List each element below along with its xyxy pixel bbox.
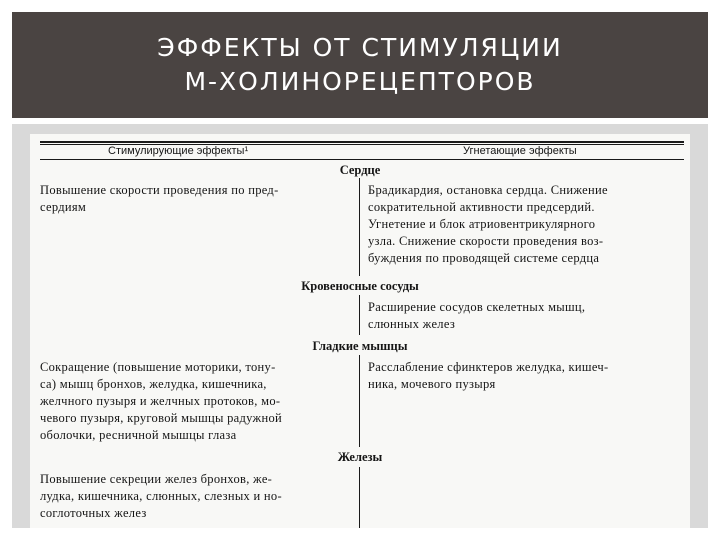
text-line: лудка, кишечника, слюнных, слезных и но- xyxy=(40,489,282,503)
slide-title-line-1: ЭФФЕКТЫ ОТ СТИМУЛЯЦИИ xyxy=(157,33,563,62)
section-heart-inhibiting xyxy=(368,182,684,267)
column-header-stimulating: Стимулирующие эффекты¹ xyxy=(108,145,249,157)
text-line: чевого пузыря, круговой мышцы радужной xyxy=(40,411,283,425)
section-heading-glands: Железы xyxy=(337,450,383,464)
text-line: са) мышц бронхов, желудка, кишечника, xyxy=(40,377,267,391)
slide-title-line-2: М-ХОЛИНОРЕЦЕПТОРОВ xyxy=(184,67,536,96)
section-muscles-stimulating xyxy=(40,359,354,444)
table-top-rule xyxy=(40,141,684,143)
text-line: Угнетение и блок атриовентрикулярного xyxy=(368,217,596,231)
text-line: Расширение сосудов скелетных мышц, xyxy=(368,300,586,314)
text-line: соглоточных желез xyxy=(40,506,147,520)
text-line: Брадикардия, остановка сердца. Снижение xyxy=(368,183,608,197)
section-heading-heart: Сердце xyxy=(339,163,381,177)
text-line: ника, мочевого пузыря xyxy=(368,377,496,391)
section-heart-stimulating xyxy=(40,182,354,216)
text-line: Повышение секреции желез бронхов, же- xyxy=(40,472,273,486)
column-divider xyxy=(359,178,360,276)
text-line: Сокращение (повышение моторики, тону- xyxy=(40,360,276,374)
text-line: буждения по проводящей системе сердца xyxy=(368,251,600,265)
text-line: сократительной активности предсердий. xyxy=(368,200,595,214)
slide-title-band xyxy=(12,12,708,118)
text-line: узла. Снижение скорости проведения воз- xyxy=(368,234,604,248)
section-muscles-inhibiting xyxy=(368,359,684,393)
table-header-rule xyxy=(40,159,684,160)
text-line: желчного пузыря и желчных протоков, мо- xyxy=(40,394,281,408)
column-divider xyxy=(359,355,360,447)
column-header-inhibiting: Угнетающие эффекты xyxy=(463,145,577,157)
text-line: Расслабление сфинктеров желудка, кишеч- xyxy=(368,360,609,374)
section-vessels-inhibiting xyxy=(368,299,684,333)
column-divider xyxy=(359,467,360,528)
text-line: слюнных желез xyxy=(368,317,456,331)
text-line: сердиям xyxy=(40,200,87,214)
section-glands-stimulating xyxy=(40,471,354,522)
section-heading-blood-vessels: Кровеносные сосуды xyxy=(301,279,419,293)
scanned-table xyxy=(30,134,690,528)
text-line: оболочки, ресничной мышцы глаза xyxy=(40,428,237,442)
section-heading-smooth-muscles: Гладкие мышцы xyxy=(312,339,408,353)
column-divider xyxy=(359,295,360,335)
text-line: Повышение скорости проведения по пред- xyxy=(40,183,279,197)
